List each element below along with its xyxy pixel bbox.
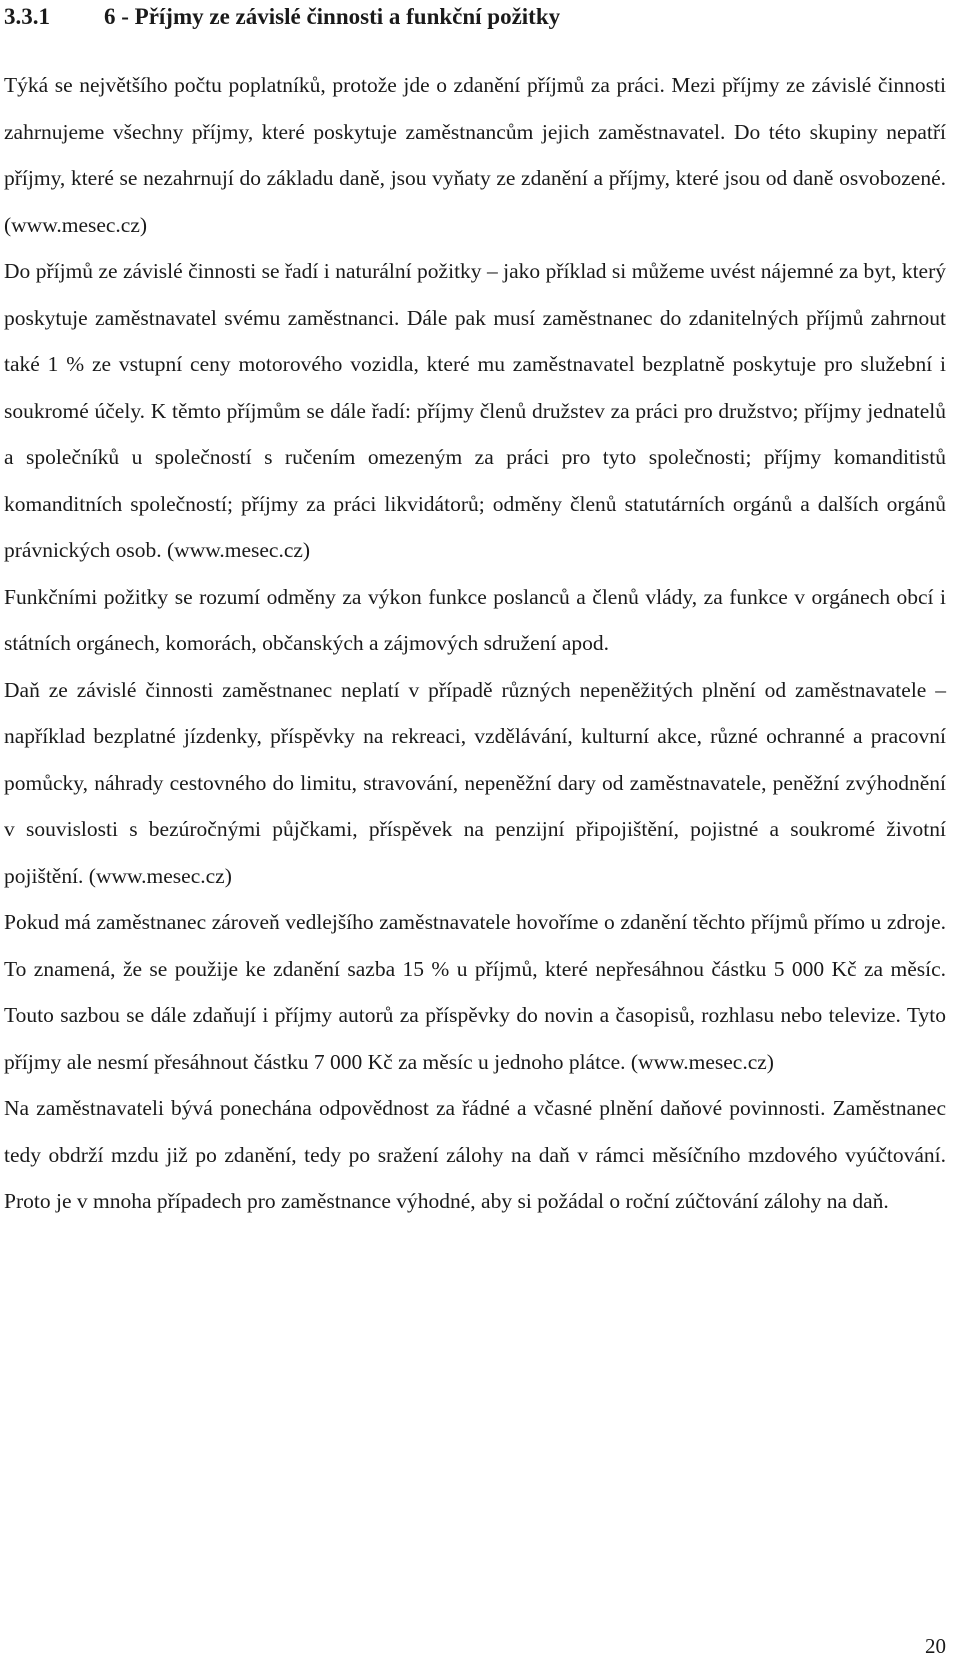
paragraph: Na zaměstnavateli bývá ponechána odpovědnost za řádné a včasné plnění daňové povinnosti. Zaměstnanec tedy obdrží mzdu již po zdanění, tedy po sražení zálohy na daň v rámci měsíčního mzdového vyúčtování. Proto je v mnoha případech pro zaměstnance výhodné, aby si požádal o roční zúčtování zálohy na daň. <box>4 1096 946 1213</box>
section-number: 3.3.1 <box>4 4 50 29</box>
section-title: 6 - Příjmy ze závislé činnosti a funkční požitky <box>104 4 561 29</box>
paragraph: Pokud má zaměstnanec zároveň vedlejšího zaměstnavatele hovoříme o zdanění těchto příjmů přímo u zdroje. To znamená, že se použije ke zdanění sazba 15 % u příjmů, které nepřesáhnou částku 5 000 Kč za měsíc. Touto sazbou se dále zdaňují i příjmy autorů za příspěvky do novin a časopisů, rozhlasu nebo televize. Tyto příjmy ale nesmí přesáhnout částku 7 000 Kč za měsíc u jednoho plátce. (www.mesec.cz) <box>4 910 946 1074</box>
section-heading <box>4 2 944 32</box>
paragraph: Funkčními požitky se rozumí odměny za výkon funkce poslanců a členů vlády, za funkce v orgánech obcí i státních orgánech, komorách, občanských a zájmových sdružení apod. <box>4 584 946 655</box>
body-text <box>4 62 946 1225</box>
paragraph: Daň ze závislé činnosti zaměstnanec neplatí v případě různých nepeněžitých plnění od zaměstnavatele – například bezplatné jízdenky, příspěvky na rekreaci, vzdělávání, kulturní akce, různé ochranné a pracovní pomůcky, náhrady cestovného do limitu, stravování, nepeněžní dary od zaměstnavatele, peněžní zvýhodnění v souvislosti s bezúročnými půjčkami, příspěvek na penzijní připojištění, pojistné a soukromé životní pojištění. (www.mesec.cz) <box>4 677 946 888</box>
paragraph: Do příjmů ze závislé činnosti se řadí i naturální požitky – jako příklad si můžeme uvést nájemné za byt, který poskytuje zaměstnavatel svému zaměstnanci. Dále pak musí zaměstnanec do zdanitelných příjmů zahrnout také 1 % ze vstupní ceny motorového vozidla, které mu zaměstnavatel bezplatně poskytuje pro služební i soukromé účely. K těmto příjmům se dále řadí: příjmy členů družstev za práci pro družstvo; příjmy jednatelů a společníků u společností s ručením omezeným za práci pro tyto společnosti; příjmy komanditistů komanditních společností; příjmy za práci likvidátorů; odměny členů statutárních orgánů a dalších orgánů právnických osob. (www.mesec.cz) <box>4 259 946 562</box>
page-number: 20 <box>925 1634 946 1658</box>
paragraph: Týká se největšího počtu poplatníků, protože jde o zdanění příjmů za práci. Mezi příjmy ze závislé činnosti zahrnujeme všechny příjmy, které poskytuje zaměstnancům jejich zaměstnavatel. Do této skupiny nepatří příjmy, které se nezahrnují do základu daně, jsou vyňaty ze zdanění a příjmy, které jsou od daně osvobozené. (www.mesec.cz) <box>4 73 946 237</box>
